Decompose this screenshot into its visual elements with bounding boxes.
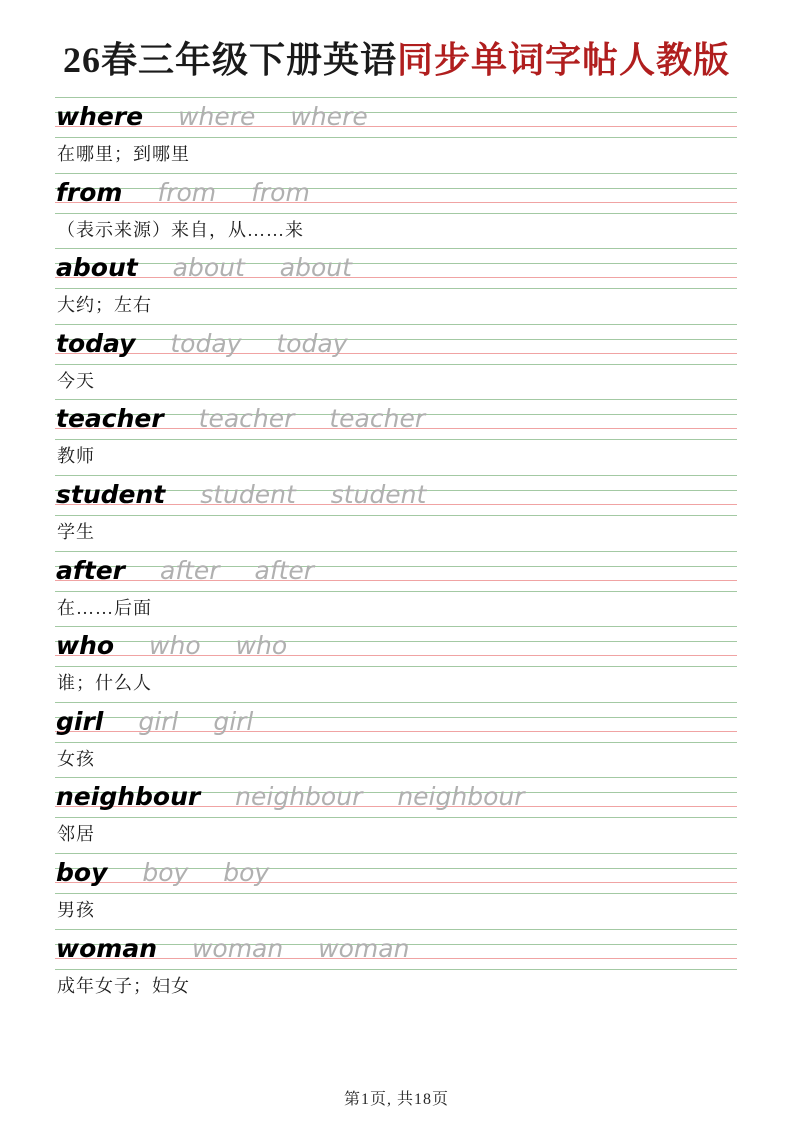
word-row [56, 777, 552, 817]
word-meaning: 学生 [57, 521, 95, 542]
guideline-green-bottom [55, 591, 737, 592]
practice-word: who [56, 631, 115, 661]
word-row [56, 399, 452, 439]
practice-word-trace: about [279, 253, 352, 283]
word-meaning: 谁；什么人 [57, 673, 152, 694]
word-row [56, 248, 379, 288]
title-series-part: 同步单词字帖人教版 [397, 40, 731, 80]
word-practice-block [55, 626, 737, 702]
practice-word: from [56, 177, 123, 207]
practice-word-trace: who [149, 631, 201, 661]
practice-word-trace: about [172, 253, 245, 283]
word-practice-block [55, 324, 737, 400]
guideline-green-bottom [55, 817, 737, 818]
practice-word-trace: boy [223, 857, 270, 887]
word-row [56, 626, 314, 666]
practice-word: girl [56, 706, 104, 736]
word-meaning: 男孩 [57, 899, 95, 920]
word-meaning: 邻居 [57, 824, 95, 845]
word-practice-block [55, 248, 737, 324]
guideline-green-bottom [55, 666, 737, 667]
word-meaning: 成年女子；妇女 [57, 975, 190, 996]
guideline-green-bottom [55, 515, 737, 516]
word-practice-block [55, 173, 737, 249]
word-practice-block [55, 853, 737, 929]
practice-word: today [56, 328, 136, 358]
word-meaning: （表示来源）来自，从……来 [57, 219, 304, 240]
practice-word-trace: after [254, 555, 315, 585]
practice-word-trace: who [235, 631, 288, 661]
word-practice-block [55, 777, 737, 853]
page-number: 第1页, 共18页 [343, 1091, 449, 1108]
word-practice-block [55, 97, 737, 173]
word-practice-block [55, 929, 737, 1005]
word-practice-block [55, 399, 737, 475]
title-course-part: 26春三年级下册英语 [62, 40, 397, 80]
word-practice-block [55, 475, 737, 551]
practice-word-trace: girl [138, 706, 179, 736]
practice-word-trace: today [276, 328, 348, 358]
guideline-green-bottom [55, 213, 737, 214]
practice-word-trace: student [330, 479, 427, 509]
word-row [56, 173, 337, 213]
practice-word: neighbour [56, 782, 201, 812]
practice-word-trace: student [200, 479, 296, 509]
guideline-green-bottom [55, 893, 737, 894]
practice-word-trace: teacher [198, 404, 295, 434]
word-row [56, 551, 341, 591]
guideline-green-bottom [55, 364, 737, 365]
word-meaning: 在……后面 [57, 597, 152, 618]
practice-word-trace: where [290, 102, 368, 131]
word-meaning: 大约；左右 [57, 295, 152, 316]
practice-word: student [56, 479, 166, 509]
practice-word-trace: today [170, 328, 242, 358]
practice-word-trace: after [159, 555, 220, 585]
practice-word: boy [56, 857, 108, 887]
word-row [56, 853, 296, 893]
word-row [56, 929, 436, 969]
guideline-green-bottom [55, 742, 737, 743]
practice-word-trace: woman [318, 933, 410, 963]
practice-word: about [56, 253, 138, 283]
word-list [55, 97, 737, 1004]
practice-word: woman [56, 933, 157, 963]
practice-word-trace: teacher [329, 404, 426, 434]
word-row [56, 475, 453, 515]
word-meaning: 在哪里；到哪里 [57, 144, 190, 164]
practice-word-trace: girl [213, 706, 254, 736]
practice-word-trace: neighbour [397, 782, 525, 812]
practice-word-trace: woman [191, 933, 284, 963]
guideline-green-bottom [55, 137, 737, 138]
word-row [56, 324, 375, 364]
practice-word-trace: neighbour [235, 782, 363, 812]
practice-word-trace: from [251, 177, 310, 207]
word-row [56, 702, 280, 742]
page-title [0, 32, 793, 83]
guideline-green-bottom [55, 288, 737, 289]
practice-word-trace: where [178, 102, 256, 131]
practice-word: after [56, 555, 125, 585]
guideline-green-bottom [55, 439, 737, 440]
practice-word-trace: from [157, 177, 217, 207]
word-meaning: 教师 [57, 446, 95, 467]
guideline-green-bottom [55, 969, 737, 970]
word-practice-block [55, 551, 737, 627]
practice-word-trace: boy [142, 857, 189, 887]
word-meaning: 女孩 [57, 748, 95, 769]
word-row [56, 97, 395, 137]
word-meaning: 今天 [57, 370, 95, 391]
practice-word: where [56, 102, 144, 131]
word-practice-block [55, 702, 737, 778]
page-footer [0, 1086, 793, 1109]
practice-word: teacher [56, 404, 164, 434]
